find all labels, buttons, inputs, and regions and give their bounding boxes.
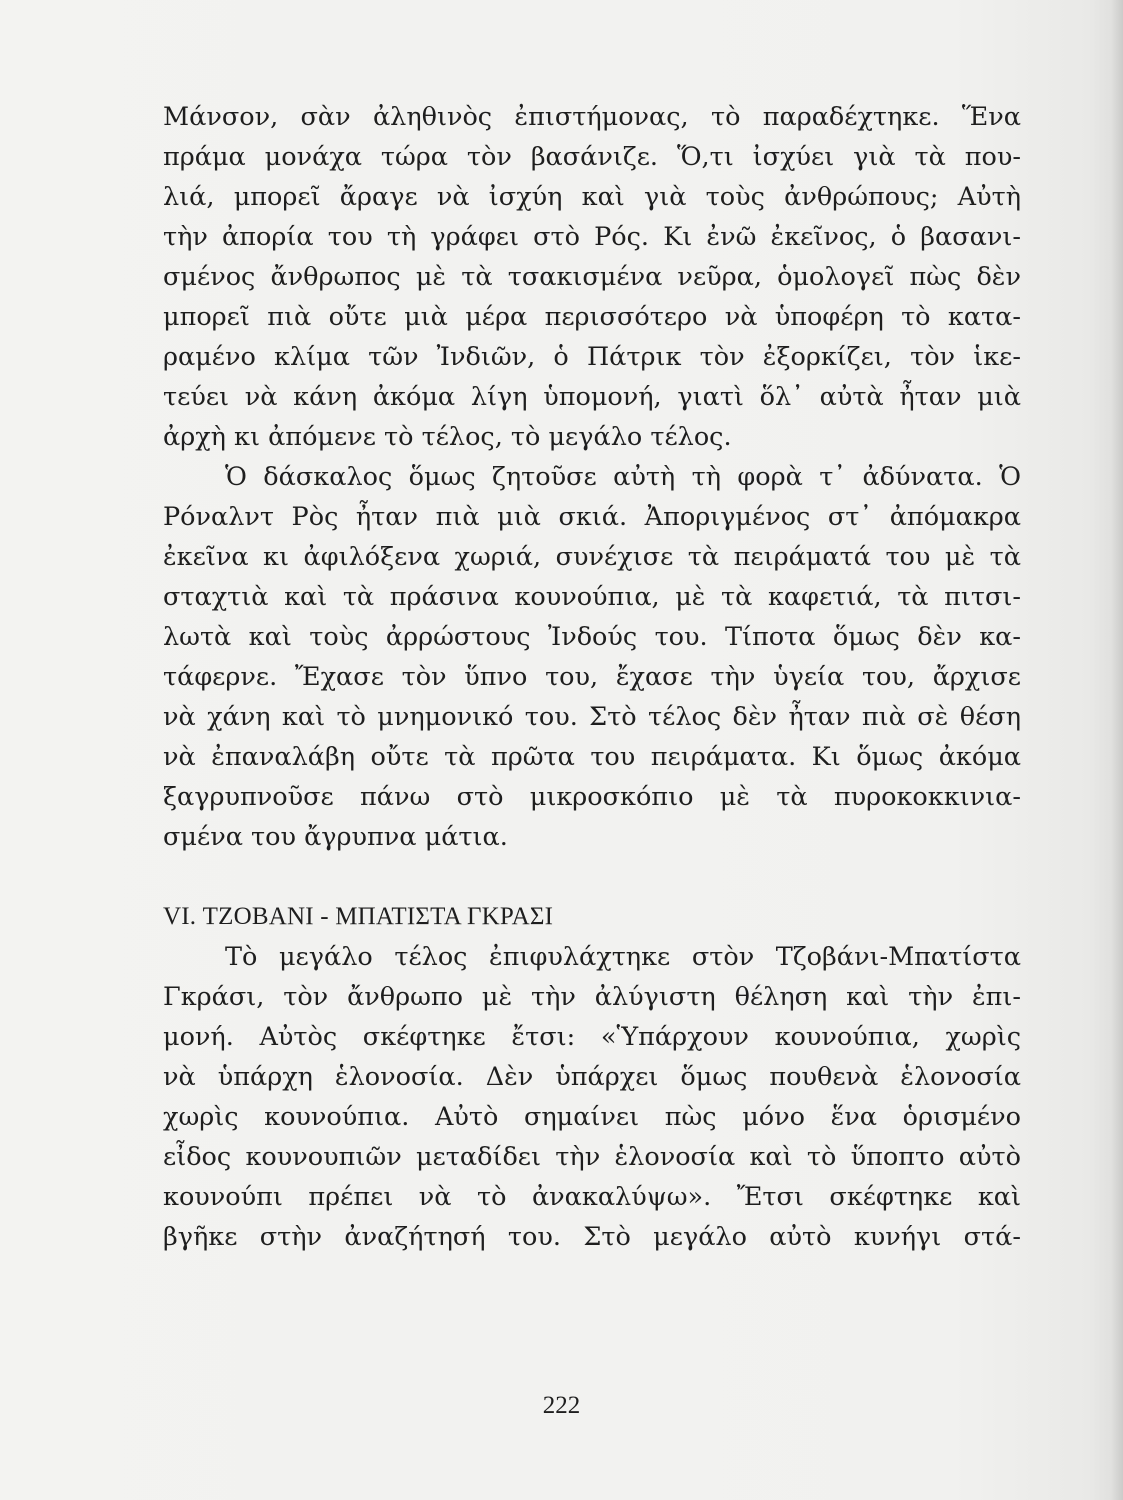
page-number: 222 <box>542 1392 581 1419</box>
text-line: νὰ ἐπαναλάβη οὔτε τὰ πρῶτα του πειράματα. Κι ὅμως ἀκόμα <box>163 742 1021 772</box>
text-line: ραμένο κλίμα τῶν Ἰνδιῶν, ὁ Πάτρικ τὸν ἐξορκίζει, τὸν ἱκε- <box>163 342 1021 372</box>
page-edge-shadow <box>1111 0 1123 1500</box>
text-line: σμένος ἄνθρωπος μὲ τὰ τσακισμένα νεῦρα, ὁμολογεῖ πὼς δὲν <box>163 262 1021 292</box>
text-line: νὰ ὑπάρχη ἑλονοσία. Δὲν ὑπάρχει ὅμως πουθενὰ ἑλονοσία <box>163 1062 1021 1092</box>
text-line: σταχτιὰ καὶ τὰ πράσινα κουνούπια, μὲ τὰ καφετιά, τὰ πιτσι- <box>163 582 1021 612</box>
text-line: Ὁ δάσκαλος ὅμως ζητοῦσε αὐτὴ τὴ φορὰ τ᾽ ἀδύνατα. Ὁ <box>225 462 1021 492</box>
text-line: Γκράσι, τὸν ἄνθρωπο μὲ τὴν ἀλύγιστη θέληση καὶ τὴν ἐπι- <box>163 982 1021 1012</box>
text-line: Τὸ μεγάλο τέλος ἐπιφυλάχτηκε στὸν Τζοβάνι-Μπατίστα <box>225 942 1021 972</box>
spacer <box>163 857 1021 897</box>
text-line: χωρὶς κουνούπια. Αὐτὸ σημαίνει πὼς μόνο ἕνα ὁρισμένο <box>163 1102 1021 1132</box>
text-line: ξαγρυπνοῦσε πάνω στὸ μικροσκόπιο μὲ τὰ πυροκοκκινια- <box>163 782 1021 812</box>
text-line: πράμα μονάχα τώρα τὸν βασάνιζε. Ὅ,τι ἰσχύει γιὰ τὰ που- <box>163 142 1021 172</box>
text-line: μονή. Αὐτὸς σκέφτηκε ἔτσι: «Ὑπάρχουν κουνούπια, χωρὶς <box>163 1022 1021 1052</box>
text-line: Ρόναλντ Ρὸς ἦταν πιὰ μιὰ σκιά. Ἀποριγμένος στ᾽ ἀπόμακρα <box>163 502 1021 532</box>
text-line: κουνούπι πρέπει νὰ τὸ ἀνακαλύψω». Ἔτσι σκέφτηκε καὶ <box>163 1182 1021 1212</box>
text-line: Μάνσον, σὰν ἀληθινὸς ἐπιστήμονας, τὸ παραδέχτηκε. Ἕνα <box>163 102 1021 132</box>
section-heading: VI. ΤΖΟΒΑΝΙ - ΜΠΑΤΙΣΤΑ ΓΚΡΑΣΙ <box>163 903 554 930</box>
text-line: λωτὰ καὶ τοὺς ἀρρώστους Ἰνδούς του. Τίποτα ὅμως δὲν κα- <box>163 622 1021 652</box>
text-line: ἐκεῖνα κι ἀφιλόξενα χωριά, συνέχισε τὰ πειράματά του μὲ τὰ <box>163 542 1021 572</box>
text-line: εἶδος κουνουπιῶν μεταδίδει τὴν ἑλονοσία καὶ τὸ ὕποπτο αὐτὸ <box>163 1142 1021 1172</box>
text-line: τάφερνε. Ἔχασε τὸν ὕπνο του, ἔχασε τὴν ὑγεία του, ἄρχισε <box>163 662 1021 692</box>
text-line: σμένα του ἄγρυπνα μάτια. <box>163 822 508 852</box>
text-line: ἀρχὴ κι ἀπόμενε τὸ τέλος, τὸ μεγάλο τέλος. <box>163 422 732 452</box>
text-line: λιά, μπορεῖ ἄραγε νὰ ἰσχύη καὶ γιὰ τοὺς ἀνθρώπους; Αὐτὴ <box>163 182 1021 212</box>
text-line: μπορεῖ πιὰ οὔτε μιὰ μέρα περισσότερο νὰ ὑποφέρη τὸ κατα- <box>163 302 1021 332</box>
text-line: βγῆκε στὴν ἀναζήτησή του. Στὸ μεγάλο αὐτὸ κυνήγι στά- <box>163 1222 1021 1252</box>
text-line: νὰ χάνη καὶ τὸ μνημονικό του. Στὸ τέλος δὲν ἦταν πιὰ σὲ θέση <box>163 702 1021 732</box>
text-line: τεύει νὰ κάνη ἀκόμα λίγη ὑπομονή, γιατὶ ὅλ᾽ αὐτὰ ἦταν μιὰ <box>163 382 1021 412</box>
page-text <box>163 97 1021 1257</box>
text-line: τὴν ἀπορία του τὴ γράφει στὸ Ρός. Κι ἐνῶ ἐκεῖνος, ὁ βασανι- <box>163 222 1021 252</box>
